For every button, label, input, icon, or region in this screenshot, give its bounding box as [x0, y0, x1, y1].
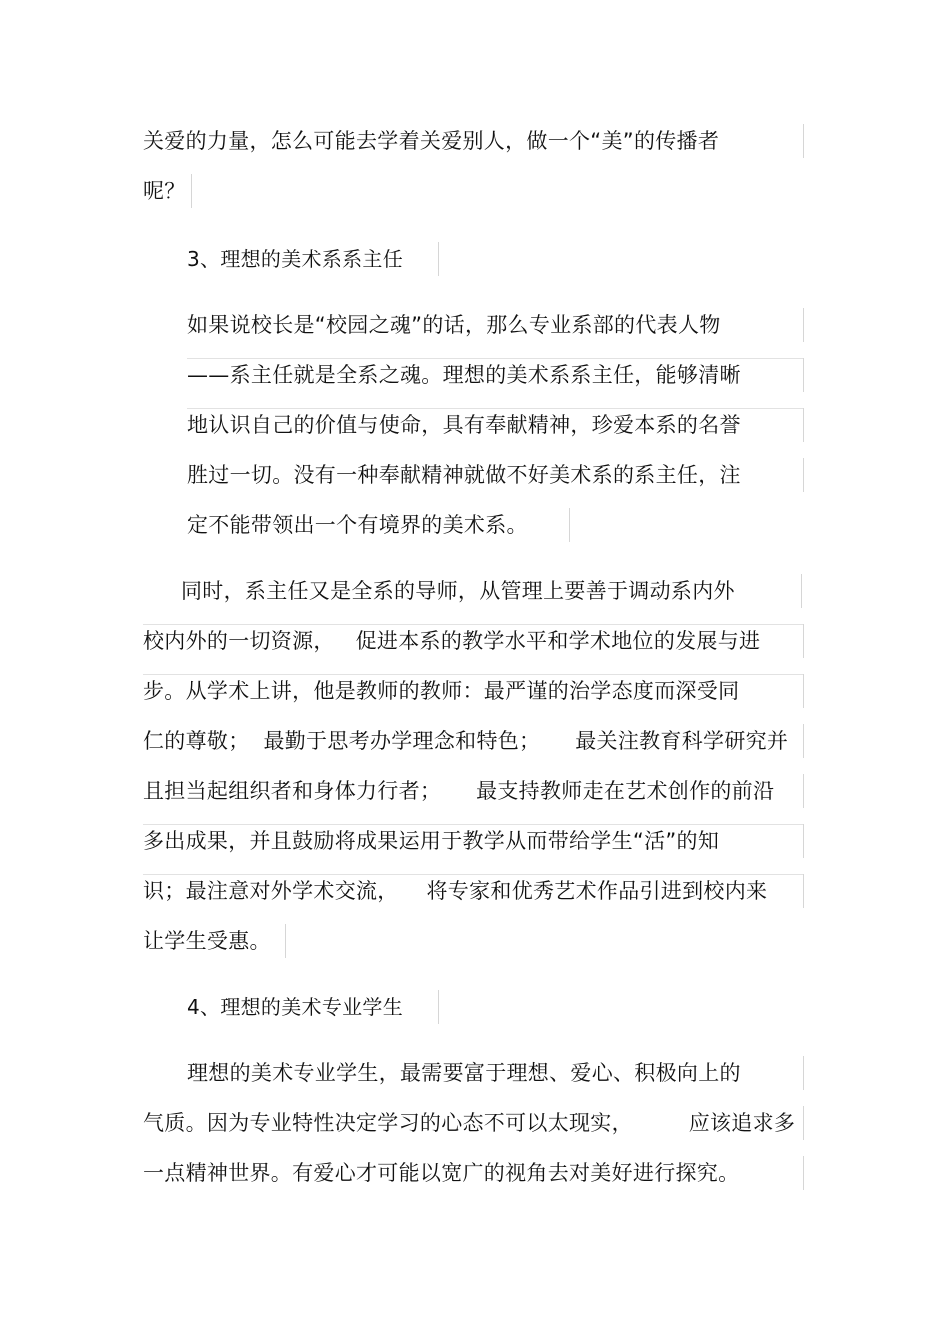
- text-line-1: 关爱的力量，怎么可能去学着关爱别人，做一个“美”的传播者: [143, 129, 720, 153]
- line-end-rule: [285, 924, 286, 958]
- text-line-11: 步。从学术上讲，他是教师的教师：最严谨的治学态度而深受同: [143, 679, 740, 703]
- line-separator: [143, 624, 803, 625]
- text-line-8: 定不能带领出一个有境界的美术系。: [187, 513, 528, 537]
- line-end-rule: [803, 458, 804, 492]
- line-end-rule: [803, 1106, 804, 1140]
- text-line-6: 地认识自己的价值与使命，具有奉献精神，珍爱本系的名誉: [187, 413, 741, 437]
- line-end-rule: [803, 824, 804, 858]
- line-end-rule: [438, 242, 439, 276]
- text-line-20: 一点精神世界。有爱心才可能以宽广的视角去对美好进行探究。: [143, 1161, 740, 1185]
- text-line-10: 校内外的一切资源， 促进本系的教学水平和学术地位的发展与进: [143, 629, 761, 653]
- text-line-4: 如果说校长是“校园之魂”的话，那么专业系部的代表人物: [187, 313, 721, 337]
- text-line-19: 气质。因为专业特性决定学习的心态不可以太现实， 应该追求多: [143, 1111, 796, 1135]
- text-line-5: ——系主任就是全系之魂。理想的美术系系主任，能够清晰: [187, 363, 741, 387]
- line-end-rule: [801, 574, 802, 608]
- text-line-12: 仁的尊敬； 最勤于思考办学理念和特色； 最关注教育科学研究并: [143, 729, 789, 753]
- line-separator: [143, 874, 803, 875]
- line-end-rule: [803, 624, 804, 658]
- text-line-2: 呢？: [143, 179, 186, 203]
- line-end-rule: [803, 774, 804, 808]
- text-line-9: 同时，系主任又是全系的导师，从管理上要善于调动系内外: [181, 579, 735, 603]
- line-end-rule: [569, 508, 570, 542]
- text-line-14: 多出成果，并且鼓励将成果运用于教学从而带给学生“活”的知: [143, 829, 720, 853]
- line-separator: [143, 674, 803, 675]
- section-heading-3: 3、理想的美术系系主任: [187, 247, 404, 271]
- line-end-rule: [803, 308, 804, 342]
- text-line-7: 胜过一切。没有一种奉献精神就做不好美术系的系主任，注: [187, 463, 741, 487]
- line-end-rule: [803, 1156, 804, 1190]
- text-line-13: 且担当起组织者和身体力行者； 最支持教师走在艺术创作的前沿: [143, 779, 775, 803]
- line-end-rule: [191, 174, 192, 208]
- line-separator: [187, 358, 803, 359]
- text-line-16: 让学生受惠。: [143, 929, 271, 953]
- line-separator: [187, 408, 803, 409]
- text-line-18: 理想的美术专业学生，最需要富于理想、爱心、积极向上的: [187, 1061, 741, 1085]
- line-end-rule: [803, 674, 804, 708]
- line-end-rule: [803, 124, 804, 158]
- line-end-rule: [803, 408, 804, 442]
- section-heading-4: 4、理想的美术专业学生: [187, 995, 404, 1019]
- line-separator: [143, 824, 803, 825]
- text-line-15: 识；最注意对外学术交流， 将专家和优秀艺术作品引进到校内来: [143, 879, 768, 903]
- line-end-rule: [803, 874, 804, 908]
- line-end-rule: [803, 724, 804, 758]
- line-end-rule: [803, 1056, 804, 1090]
- line-end-rule: [803, 358, 804, 392]
- line-end-rule: [438, 990, 439, 1024]
